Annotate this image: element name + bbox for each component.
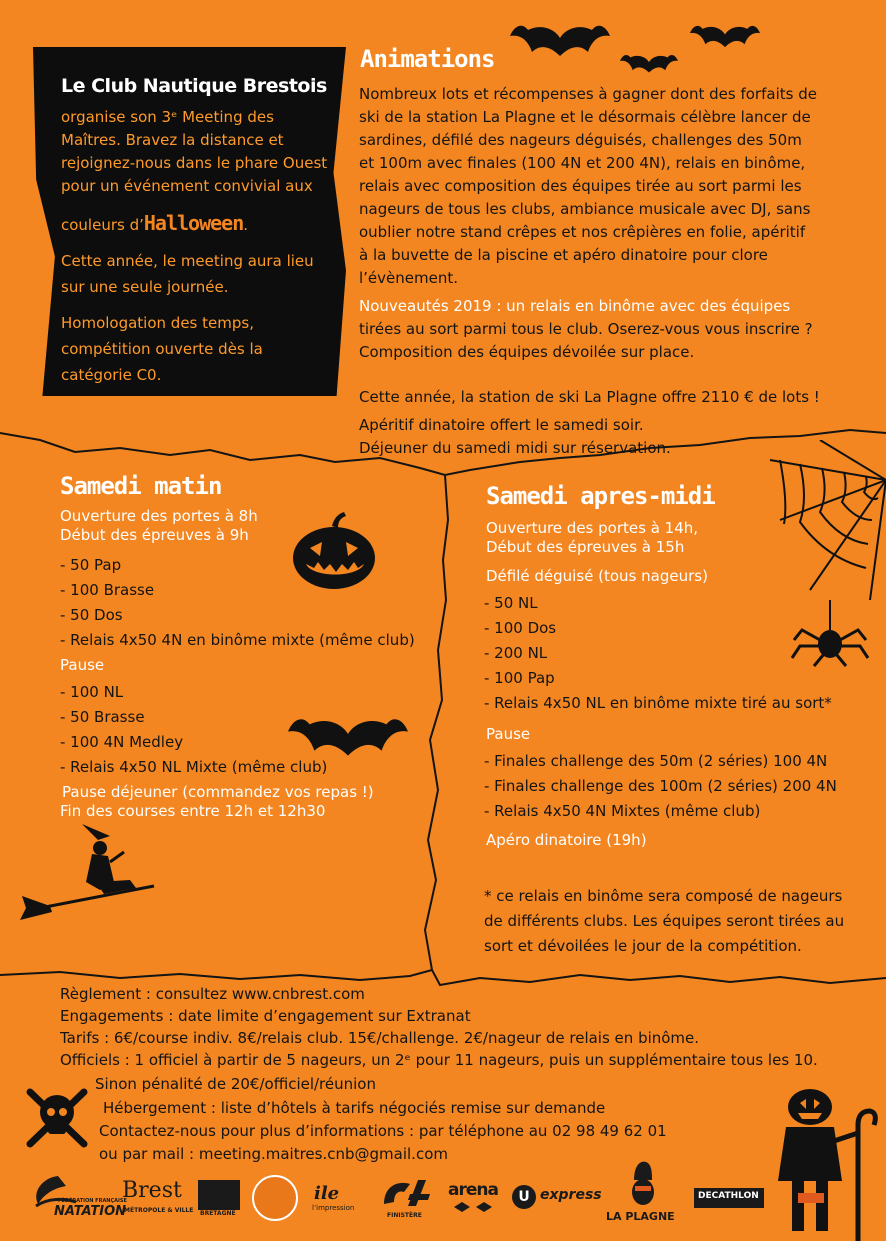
arena-logo-text: arena [448,1180,498,1200]
brest-logo-text: Brest [122,1178,182,1203]
ffn-logo-small-text: FÉDÉRATION FRANÇAISE [58,1198,127,1204]
afternoon-pause: Pause [486,725,531,743]
express-logo-text: express [540,1187,602,1203]
morning-title: Samedi matin [60,472,222,500]
relay-note: * ce relais en binôme sera composé de nageurs [484,887,843,905]
la-plagne-mascot-icon [628,1160,658,1208]
morning-event: - Relais 4x50 NL Mixte (même club) [60,758,328,776]
relay-note: de différents clubs. Les équipes seront tirées au [484,912,845,930]
day-line: sur une seule journée. [61,278,229,296]
pumpkin-scarecrow-icon [770,1085,880,1241]
footer-line: Engagements : date limite d’engagement sur Extranat [60,1007,471,1025]
animations-line: et 100m avec finales (100 4N et 200 4N), relais en binôme, [359,154,806,172]
afternoon-event: - Relais 4x50 4N Mixtes (même club) [484,802,761,820]
mail-line: ou par mail : meeting.maitres.cnb@gmail.com [99,1145,448,1163]
afternoon-opening: Début des épreuves à 15h [486,538,685,556]
la-plagne-logo-text: LA PLAGNE [606,1210,675,1223]
homolog-line: Homologation des temps, [61,314,254,332]
homolog-line: catégorie C0. [61,366,162,384]
afternoon-event: - 100 Dos [484,619,557,637]
animations-line: nageurs de tous les clubs, ambiance musicale avec DJ, sans [359,200,811,218]
afternoon-title: Samedi apres-midi [486,482,715,510]
afternoon-event: - Finales challenge des 50m (2 séries) 100 4N [484,752,828,770]
apero-line: Apéro dinatoire (19h) [486,831,647,849]
morning-pause: Pause [60,656,105,674]
intro-line: organise son 3ᵉ Meeting des [61,108,274,126]
aperitif-line: Apéritif dinatoire offert le samedi soir. [359,416,644,434]
decathlon-logo-text: DECATHLON [698,1191,759,1201]
skull-crossbones-icon [22,1082,92,1152]
intro-line: pour un événement convivial aux [61,177,313,195]
bat-icon [288,710,408,770]
afternoon-event: - Finales challenge des 100m (2 séries) 200 4N [484,777,837,795]
news-line: Composition des équipes dévoilée sur place. [359,343,695,361]
halloween-prefix: couleurs d’ [61,216,144,234]
news-line: Nouveautés 2019 : un relais en binôme avec des équipes [359,297,791,315]
ffn-logo-text: NATATION [54,1204,127,1219]
intro-line: rejoignez-nous dans le phare Ouest [61,154,328,172]
circle-partner-logo [252,1175,298,1221]
plagne-line: Cette année, la station de ski La Plagne offre 2110 € de lots ! [359,388,820,406]
animations-line: relais avec composition des équipes tirée au sort parmi les [359,177,802,195]
pumpkin-icon [292,512,377,590]
footer-line: Officiels : 1 officiel à partir de 5 nageurs, un 2ᵉ pour 11 nageurs, puis un supplémentaire tous les 10. [60,1051,818,1069]
contact-line: Contactez-nous pour plus d’informations : par téléphone au 02 98 49 62 01 [99,1122,667,1140]
afternoon-event: - 100 Pap [484,669,555,687]
animations-line: ski de la station La Plagne et le désormais célèbre lancer de [359,108,811,126]
afternoon-event: - 200 NL [484,644,548,662]
spider-icon [790,600,870,670]
animations-line: l’évènement. [359,269,459,287]
animations-line: sardines, défilé des nageurs déguisés, challenges des 50m [359,131,802,149]
bretagne-logo [198,1180,240,1210]
footer-line: Tarifs : 6€/course indiv. 8€/relais club. 15€/challenge. 2€/nageur de relais en binôme. [60,1029,700,1047]
morning-event: - 100 NL [60,683,124,701]
bat-icon [620,50,678,80]
u-express-logo-mark: U [512,1185,536,1209]
intro-line: Maîtres. Bravez la distance et [61,131,284,149]
morning-event: - 100 4N Medley [60,733,184,751]
halloween-line [61,212,248,237]
afternoon-opening: Ouverture des portes à 14h, [486,519,699,537]
brest-logo-subtext: MÉTROPOLE & VILLE [124,1207,194,1214]
parade-line: Défilé déguisé (tous nageurs) [486,567,708,585]
morning-event: - 50 Pap [60,556,122,574]
news-line: tirées au sort parmi tous le club. Oserez-vous vous inscrire ? [359,320,813,338]
halloween-word: Halloween [143,211,244,235]
lunch-line: Déjeuner du samedi midi sur réservation. [359,439,671,457]
ile-logo-text: ile [314,1183,340,1204]
credit-agricole-logo [380,1176,432,1210]
afternoon-event: - 50 NL [484,594,538,612]
homolog-line: compétition ouverte dès la [61,340,263,358]
animations-line: à la buvette de la piscine et apéro dinatoire pour clore [359,246,768,264]
bretagne-logo-text: BRETAGNE [200,1210,236,1217]
halloween-suffix: . [243,216,249,234]
witch-icon [20,822,160,932]
animations-line: oublier notre stand crêpes et nos crêpières en folie, apéritif [359,223,806,241]
penalty-line: Sinon pénalité de 20€/officiel/réunion [95,1075,376,1093]
bat-icon [510,18,610,68]
lodging-line: Hébergement : liste d’hôtels à tarifs négociés remise sur demande [103,1099,606,1117]
morning-opening: Début des épreuves à 9h [60,526,249,544]
animations-line: Nombreux lots et récompenses à gagner dont des forfaits de [359,85,817,103]
spider-web-icon [760,440,886,600]
ile-logo-subtext: l’impression [312,1204,355,1212]
animations-title: Animations [360,45,495,73]
footer-line: Règlement : consultez www.cnbrest.com [60,985,365,1003]
morning-event: - Relais 4x50 4N en binôme mixte (même club) [60,631,415,649]
morning-opening: Ouverture des portes à 8h [60,507,258,525]
afternoon-event: - Relais 4x50 NL en binôme mixte tiré au sort* [484,694,832,712]
club-name: Le Club Nautique Brestois [61,75,327,97]
morning-event: - 50 Dos [60,606,123,624]
morning-event: - 100 Brasse [60,581,155,599]
lunch-pause: Pause déjeuner (commandez vos repas !) [62,783,374,801]
morning-event: - 50 Brasse [60,708,145,726]
relay-note: sort et dévoilées le jour de la compétition. [484,937,802,955]
day-line: Cette année, le meeting aura lieu [61,252,314,270]
arena-diamond-icon [450,1200,496,1214]
ca-logo-subtext: FINISTÈRE [387,1212,422,1219]
morning-end: Fin des courses entre 12h et 12h30 [60,802,326,820]
bat-icon [690,18,760,58]
